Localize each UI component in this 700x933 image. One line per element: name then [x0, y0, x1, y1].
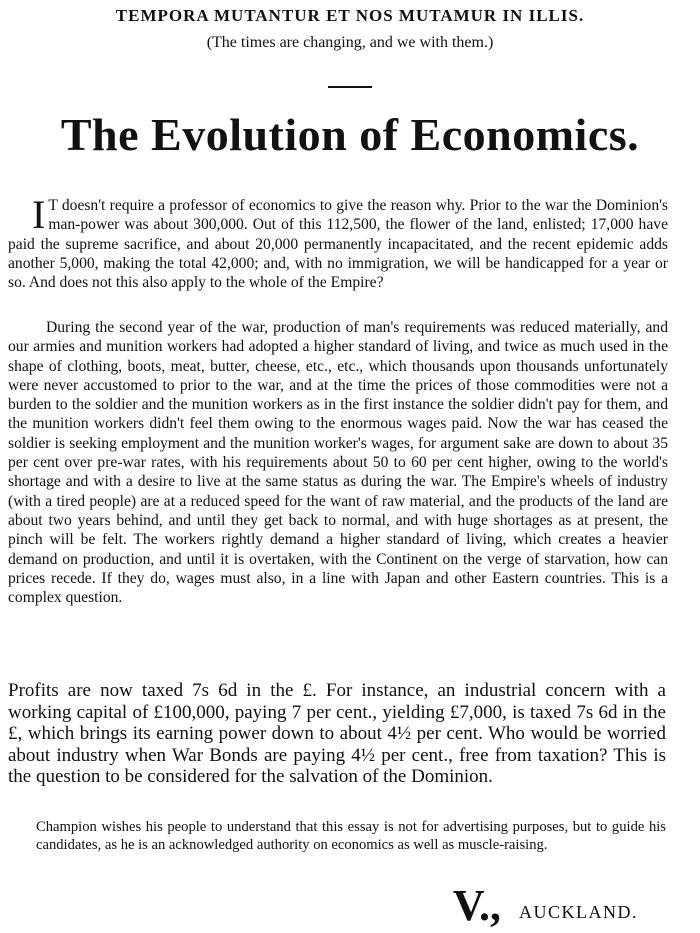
paragraph-profits: Profits are now taxed 7s 6d in the £. For instance, an industrial concern with a working capital of £100,000, paying 7 per cent., yielding £7,000, is taxed 7s 6d in the £, which brings its earning power down to about 4½ per cent. Who would be worried about industry when War Bonds are paying 4½ per cent., free from taxation? This is the question to be considered for the salvation of the Dominion.	[8, 680, 666, 788]
motto-translation: (The times are changing, and we with them.)	[206, 34, 494, 51]
paragraph-wartime: During the second year of the war, production of man's requirements was reduced materially, and our armies and munition workers had adopted a higher standard of living, and twice as much used in the shape of clothing, boots, meat, butter, cheese, etc., etc., which thousands upon thousands unfortunately were never accustomed to prior to the war, and at the time the prices of those commodities were not a burden to the soldier and the munition workers as in the first instance the soldier didn't pay for them, and the munition workers didn't feel them owing to the enormous wages paid. Now the war has ceased the soldier is seeking employment and the munition worker's wages, for argument sake are down to about 35 per cent over pre-war rates, with his requirements about 50 to 60 per cent higher, owing to the world's shortage and with a desire to live at the same status as during the war. The Empire's wheels of industry (with a tired people) are at a reduced speed for the want of raw material, and the products of the land are about two years behind, and until they get back to normal, and with huge shortages as at present, the pinch will be felt. The workers rightly demand a higher standard of living, which creates a heavier demand on production, and until it is overtaken, with the Continent on the verge of starvation, how can prices recede. If they do, wages must also, in a line with Japan and other Eastern countries. This is a complex question.	[8, 319, 668, 607]
drop-cap: I	[32, 192, 46, 237]
paragraph-note: Champion wishes his people to understand that this essay is not for advertising purposes, but to guide his candidates, as he is an acknowledged authority on economics as well as muscle-raising.	[36, 819, 666, 853]
paragraph-intro-text: T doesn't require a professor of economics to give the reason why. Prior to the war the Dominion's man-power was about 300,000. Out of this 112,500, the flower of the land, enlisted; 17,000 have paid the supreme sacrifice, and about 20,000 permanently incapacitated, and the recent epidemic adds another 5,000, making the total 42,000; and, with no immigration, we will be handicapped for a year or so. And does not this also apply to the whole of the Empire?	[8, 197, 668, 292]
divider-rule	[328, 86, 372, 88]
article-title: The Evolution of Economics.	[60, 109, 640, 160]
paragraph-intro	[8, 192, 668, 292]
signature-initial: V.,	[452, 881, 501, 930]
motto-heading: TEMPORA MUTANTUR ET NOS MUTAMUR IN ILLIS.	[115, 6, 585, 25]
signature-place: AUCKLAND.	[519, 902, 638, 922]
signature	[453, 880, 638, 931]
